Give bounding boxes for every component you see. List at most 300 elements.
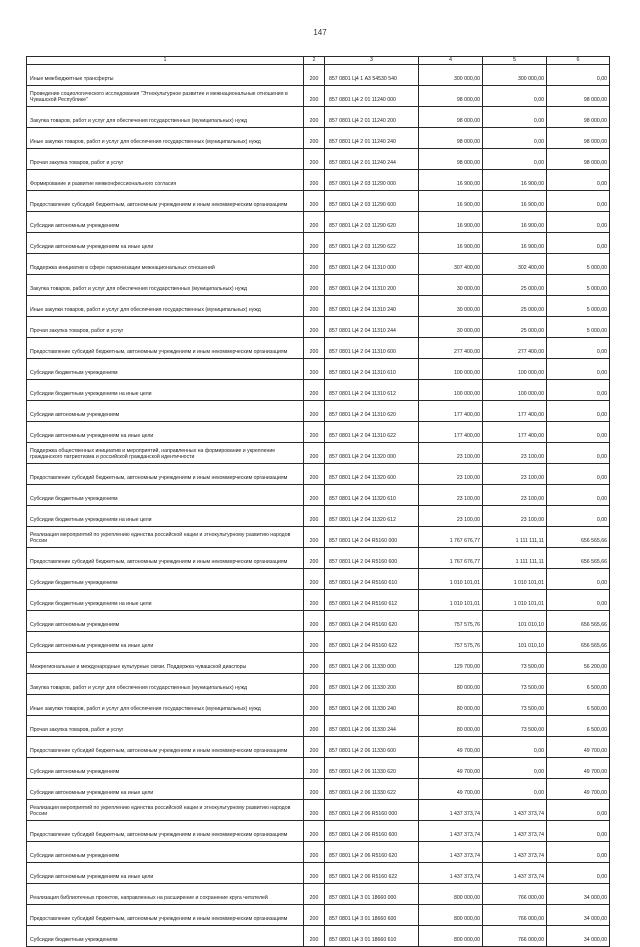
amount-col5: 0,00 <box>483 149 547 170</box>
amount-col4: 30 000,00 <box>419 275 483 296</box>
row-name <box>27 86 304 107</box>
amount-col5: 1 010 101,01 <box>483 590 547 611</box>
amount-col4: 49 700,00 <box>419 758 483 779</box>
table-row <box>27 485 610 506</box>
row-name <box>27 737 304 758</box>
row-code: 200 <box>304 338 325 359</box>
row-code: 200 <box>304 842 325 863</box>
row-name <box>27 275 304 296</box>
row-code: 200 <box>304 695 325 716</box>
amount-col6: 656 565,66 <box>547 548 610 569</box>
amount-col4: 177 400,00 <box>419 422 483 443</box>
row-name-text: Субсидии бюджетным учреждениям <box>30 496 118 503</box>
row-code: 200 <box>304 569 325 590</box>
amount-col5: 23 100,00 <box>483 485 547 506</box>
table-row <box>27 695 610 716</box>
amount-col5: 16 900,00 <box>483 191 547 212</box>
row-name <box>27 317 304 338</box>
amount-col5: 101 010,10 <box>483 632 547 653</box>
row-name <box>27 464 304 485</box>
row-name <box>27 695 304 716</box>
table-row <box>27 737 610 758</box>
table-row <box>27 884 610 905</box>
amount-col5: 25 000,00 <box>483 296 547 317</box>
budget-classification-code: 857 0801 Ц4 2 06 11330 200 <box>325 674 419 695</box>
row-code: 200 <box>304 317 325 338</box>
amount-col4: 307 400,00 <box>419 254 483 275</box>
amount-col5: 0,00 <box>483 779 547 800</box>
amount-col5: 766 000,00 <box>483 884 547 905</box>
table-row <box>27 464 610 485</box>
row-name <box>27 653 304 674</box>
row-name <box>27 506 304 527</box>
table-row <box>27 107 610 128</box>
row-name-text: Прочая закупка товаров, работ и услуг <box>30 328 124 335</box>
amount-col6: 0,00 <box>547 65 610 86</box>
row-code: 200 <box>304 443 325 464</box>
row-name-text: Закупка товаров, работ и услуг для обеспечения государственных (муниципальных) нужд <box>30 286 247 293</box>
row-name-text: Субсидии автономным учреждениям <box>30 223 120 230</box>
row-code: 200 <box>304 674 325 695</box>
table-row <box>27 422 610 443</box>
table-row <box>27 359 610 380</box>
budget-classification-code: 857 0801 Ц4 2 06 11330 244 <box>325 716 419 737</box>
amount-col5: 1 437 373,74 <box>483 821 547 842</box>
amount-col6: 0,00 <box>547 842 610 863</box>
amount-col4: 300 000,00 <box>419 65 483 86</box>
row-code: 200 <box>304 926 325 947</box>
row-name-text: Предоставление субсидий бюджетным, автономным учреждениям и иным некоммерческим организациям <box>30 475 288 482</box>
row-code: 200 <box>304 422 325 443</box>
row-code: 200 <box>304 254 325 275</box>
budget-classification-code: 857 0801 Ц4 3 01 18660 000 <box>325 884 419 905</box>
amount-col4: 30 000,00 <box>419 296 483 317</box>
budget-classification-code: 857 0801 Ц4 2 06 11330 620 <box>325 758 419 779</box>
row-name <box>27 905 304 926</box>
amount-col6: 0,00 <box>547 422 610 443</box>
row-name <box>27 569 304 590</box>
row-code: 200 <box>304 86 325 107</box>
row-name-text: Субсидии бюджетным учреждениям <box>30 937 118 944</box>
budget-classification-code: 857 0801 Ц4 2 04 11310 200 <box>325 275 419 296</box>
amount-col4: 100 000,00 <box>419 359 483 380</box>
row-code: 200 <box>304 107 325 128</box>
amount-col6: 0,00 <box>547 170 610 191</box>
amount-col6: 49 700,00 <box>547 737 610 758</box>
amount-col4: 16 900,00 <box>419 212 483 233</box>
budget-classification-code: 857 0801 Ц4 2 01 11240 000 <box>325 86 419 107</box>
budget-classification-code: 857 0801 Ц4 2 01 11240 244 <box>325 149 419 170</box>
amount-col5: 766 000,00 <box>483 905 547 926</box>
row-name-text: Субсидии бюджетным учреждениям на иные цели <box>30 391 152 398</box>
amount-col6: 0,00 <box>547 464 610 485</box>
amount-col5: 1 010 101,01 <box>483 569 547 590</box>
row-name <box>27 842 304 863</box>
row-code: 200 <box>304 611 325 632</box>
budget-classification-code: 857 0801 Ц4 2 04 11320 610 <box>325 485 419 506</box>
amount-col6: 0,00 <box>547 380 610 401</box>
row-name-text: Субсидии бюджетным учреждениям на иные цели <box>30 517 152 524</box>
amount-col4: 1 767 676,77 <box>419 527 483 548</box>
amount-col6: 0,00 <box>547 590 610 611</box>
row-code: 200 <box>304 758 325 779</box>
budget-classification-code: 857 0801 Ц4 2 04 11310 610 <box>325 359 419 380</box>
amount-col6: 49 700,00 <box>547 758 610 779</box>
amount-col5: 25 000,00 <box>483 275 547 296</box>
row-code: 200 <box>304 275 325 296</box>
row-name <box>27 107 304 128</box>
row-name-text: Реализация мероприятий по укреплению единства российской нации и этнокультурному развитию народов России <box>30 805 291 818</box>
row-code: 200 <box>304 527 325 548</box>
budget-classification-code: 857 0801 Ц4 2 01 11240 200 <box>325 107 419 128</box>
amount-col6: 5 000,00 <box>547 317 610 338</box>
row-name-text: Субсидии автономным учреждениям <box>30 622 120 629</box>
table-row <box>27 590 610 611</box>
amount-col4: 98 000,00 <box>419 107 483 128</box>
table-row <box>27 842 610 863</box>
amount-col6: 0,00 <box>547 233 610 254</box>
budget-classification-code: 857 0801 Ц4 2 06 11330 622 <box>325 779 419 800</box>
column-number: 1 <box>27 57 304 65</box>
row-code: 200 <box>304 485 325 506</box>
amount-col5: 0,00 <box>483 737 547 758</box>
table-row <box>27 905 610 926</box>
amount-col5: 177 400,00 <box>483 422 547 443</box>
amount-col5: 300 000,00 <box>483 65 547 86</box>
row-code: 200 <box>304 821 325 842</box>
row-name <box>27 674 304 695</box>
amount-col4: 23 100,00 <box>419 506 483 527</box>
table-row <box>27 569 610 590</box>
amount-col5: 0,00 <box>483 758 547 779</box>
row-code: 200 <box>304 632 325 653</box>
amount-col6: 56 200,00 <box>547 653 610 674</box>
table-body <box>27 65 610 947</box>
amount-col6: 656 565,66 <box>547 527 610 548</box>
amount-col4: 98 000,00 <box>419 149 483 170</box>
amount-col6: 98 000,00 <box>547 86 610 107</box>
table-row <box>27 716 610 737</box>
amount-col4: 800 000,00 <box>419 884 483 905</box>
amount-col4: 80 000,00 <box>419 674 483 695</box>
row-name-text: Иные межбюджетные трансферты <box>30 76 114 83</box>
amount-col5: 1 437 373,74 <box>483 863 547 884</box>
row-code: 200 <box>304 548 325 569</box>
row-code: 200 <box>304 905 325 926</box>
row-name <box>27 548 304 569</box>
table-row <box>27 506 610 527</box>
row-name-text: Субсидии автономным учреждениям на иные цели <box>30 643 154 650</box>
table-row <box>27 821 610 842</box>
row-name-text: Субсидии автономным учреждениям на иные цели <box>30 244 154 251</box>
amount-col4: 23 100,00 <box>419 485 483 506</box>
amount-col5: 0,00 <box>483 107 547 128</box>
row-name-text: Иные закупки товаров, работ и услуг для обеспечения государственных (муниципальных) нужд <box>30 706 261 713</box>
amount-col4: 23 100,00 <box>419 464 483 485</box>
amount-col6: 656 565,66 <box>547 611 610 632</box>
amount-col4: 1 767 676,77 <box>419 548 483 569</box>
budget-classification-code: 857 0801 Ц4 2 04 11310 620 <box>325 401 419 422</box>
amount-col5: 101 010,10 <box>483 611 547 632</box>
amount-col5: 16 900,00 <box>483 233 547 254</box>
row-name-text: Предоставление субсидий бюджетным, автономным учреждениям и иным некоммерческим организациям <box>30 832 288 839</box>
amount-col5: 0,00 <box>483 86 547 107</box>
amount-col5: 100 000,00 <box>483 359 547 380</box>
row-name <box>27 800 304 821</box>
amount-col6: 34 000,00 <box>547 905 610 926</box>
table-row <box>27 548 610 569</box>
amount-col6: 656 565,66 <box>547 632 610 653</box>
row-name-text: Реализация библиотечных проектов, направленных на расширение и сохранение круга читателей <box>30 895 268 902</box>
table-row <box>27 401 610 422</box>
table-row <box>27 275 610 296</box>
row-name-text: Предоставление субсидий бюджетным, автономным учреждениям и иным некоммерческим организациям <box>30 916 288 923</box>
row-name-text: Субсидии автономным учреждениям <box>30 412 120 419</box>
row-name <box>27 485 304 506</box>
row-name-text: Межрегиональные и международные культурные связи. Поддержка чувашской диаспоры <box>30 664 247 671</box>
amount-col4: 98 000,00 <box>419 128 483 149</box>
amount-col4: 757 575,76 <box>419 611 483 632</box>
column-number: 6 <box>547 57 610 65</box>
row-name-text: Субсидии бюджетным учреждениям <box>30 370 118 377</box>
row-name <box>27 632 304 653</box>
amount-col4: 177 400,00 <box>419 401 483 422</box>
amount-col6: 0,00 <box>547 359 610 380</box>
row-name-text: Субсидии автономным учреждениям на иные цели <box>30 874 154 881</box>
row-name <box>27 128 304 149</box>
row-name-text: Поддержка инициатив в сфере гармонизации межнациональных отношений <box>30 265 215 272</box>
table-row <box>27 863 610 884</box>
row-code: 200 <box>304 590 325 611</box>
table-row <box>27 149 610 170</box>
row-name <box>27 191 304 212</box>
amount-col6: 0,00 <box>547 338 610 359</box>
row-code: 200 <box>304 653 325 674</box>
budget-classification-code: 857 0801 Ц4 2 04 11320 000 <box>325 443 419 464</box>
budget-classification-code: 857 0801 Ц4 3 01 18660 610 <box>325 926 419 947</box>
row-code: 200 <box>304 401 325 422</box>
table-row <box>27 758 610 779</box>
table-row <box>27 233 610 254</box>
amount-col4: 16 900,00 <box>419 170 483 191</box>
row-name <box>27 590 304 611</box>
budget-classification-code: 857 0801 Ц4 2 04 11310 244 <box>325 317 419 338</box>
amount-col6: 6 500,00 <box>547 695 610 716</box>
row-code: 200 <box>304 800 325 821</box>
row-name-text: Субсидии бюджетным учреждениям на иные цели <box>30 601 152 608</box>
amount-col4: 800 000,00 <box>419 926 483 947</box>
row-name <box>27 422 304 443</box>
column-number-row <box>27 57 610 65</box>
row-code: 200 <box>304 737 325 758</box>
amount-col5: 1 437 373,74 <box>483 800 547 821</box>
budget-classification-code: 857 0801 Ц4 2 04 R5160 622 <box>325 632 419 653</box>
row-name <box>27 401 304 422</box>
amount-col5: 73 500,00 <box>483 653 547 674</box>
table-row <box>27 254 610 275</box>
amount-col4: 1 437 373,74 <box>419 821 483 842</box>
budget-classification-code: 857 0801 Ц4 2 06 11330 600 <box>325 737 419 758</box>
row-name <box>27 443 304 464</box>
amount-col6: 5 000,00 <box>547 254 610 275</box>
row-name-text: Формирование и развитие межконфессионального согласия <box>30 181 177 188</box>
row-name-text: Поддержка общественных инициатив и мероприятий, направленных на формирование и укрепление гражданского патриотизма и российской гражданской идентичности <box>30 448 276 461</box>
row-name <box>27 758 304 779</box>
amount-col4: 49 700,00 <box>419 737 483 758</box>
amount-col5: 73 500,00 <box>483 674 547 695</box>
table-row <box>27 380 610 401</box>
row-code: 200 <box>304 65 325 86</box>
budget-classification-code: 857 0801 Ц4 2 06 R5160 600 <box>325 821 419 842</box>
row-code: 200 <box>304 779 325 800</box>
amount-col5: 73 500,00 <box>483 716 547 737</box>
amount-col5: 766 000,00 <box>483 926 547 947</box>
budget-classification-code: 857 0801 Ц4 2 04 R5160 600 <box>325 548 419 569</box>
column-number: 3 <box>325 57 419 65</box>
budget-classification-code: 857 0801 Ц4 2 04 11320 612 <box>325 506 419 527</box>
amount-col4: 16 900,00 <box>419 191 483 212</box>
amount-col4: 98 000,00 <box>419 86 483 107</box>
column-number: 5 <box>483 57 547 65</box>
row-name <box>27 170 304 191</box>
amount-col4: 1 437 373,74 <box>419 842 483 863</box>
budget-classification-code: 857 0801 Ц4 2 06 R5160 622 <box>325 863 419 884</box>
amount-col4: 1 437 373,74 <box>419 800 483 821</box>
amount-col6: 0,00 <box>547 506 610 527</box>
amount-col4: 23 100,00 <box>419 443 483 464</box>
amount-col6: 0,00 <box>547 821 610 842</box>
table-row <box>27 86 610 107</box>
amount-col6: 0,00 <box>547 863 610 884</box>
amount-col5: 277 400,00 <box>483 338 547 359</box>
row-name <box>27 926 304 947</box>
amount-col4: 100 000,00 <box>419 380 483 401</box>
row-name <box>27 716 304 737</box>
amount-col4: 800 000,00 <box>419 905 483 926</box>
row-code: 200 <box>304 716 325 737</box>
row-name-text: Иные закупки товаров, работ и услуг для обеспечения государственных (муниципальных) нужд <box>30 307 261 314</box>
row-code: 200 <box>304 380 325 401</box>
amount-col4: 1 010 101,01 <box>419 590 483 611</box>
row-code: 200 <box>304 863 325 884</box>
row-name-text: Проведение социологического исследования "Этнокультурное развитие и межнациональные отношения в Чувашской Республике" <box>30 91 288 104</box>
table-row <box>27 128 610 149</box>
row-name <box>27 233 304 254</box>
row-code: 200 <box>304 149 325 170</box>
row-code: 200 <box>304 128 325 149</box>
amount-col6: 34 000,00 <box>547 884 610 905</box>
page-number: 147 <box>313 28 327 37</box>
budget-classification-code: 857 0801 Ц4 2 03 11290 000 <box>325 170 419 191</box>
row-name-text: Предоставление субсидий бюджетным, автономным учреждениям и иным некоммерческим организациям <box>30 559 288 566</box>
amount-col4: 757 575,76 <box>419 632 483 653</box>
row-code: 200 <box>304 233 325 254</box>
amount-col5: 23 100,00 <box>483 464 547 485</box>
row-name <box>27 527 304 548</box>
amount-col6: 34 000,00 <box>547 926 610 947</box>
amount-col5: 1 111 111,11 <box>483 527 547 548</box>
table-row <box>27 191 610 212</box>
table-row <box>27 65 610 86</box>
row-name-text: Субсидии автономным учреждениям <box>30 769 120 776</box>
row-name <box>27 212 304 233</box>
amount-col6: 98 000,00 <box>547 107 610 128</box>
row-name <box>27 380 304 401</box>
row-name-text: Субсидии бюджетным учреждениям <box>30 580 118 587</box>
row-code: 200 <box>304 359 325 380</box>
row-name-text: Закупка товаров, работ и услуг для обеспечения государственных (муниципальных) нужд <box>30 685 247 692</box>
amount-col5: 0,00 <box>483 128 547 149</box>
amount-col5: 1 437 373,74 <box>483 842 547 863</box>
row-name-text: Субсидии автономным учреждениям на иные цели <box>30 433 154 440</box>
budget-classification-code: 857 0801 Ц4 2 03 11290 622 <box>325 233 419 254</box>
amount-col6: 0,00 <box>547 401 610 422</box>
budget-classification-code: 857 0801 Ц4 2 06 R5160 620 <box>325 842 419 863</box>
amount-col6: 0,00 <box>547 485 610 506</box>
amount-col6: 5 000,00 <box>547 275 610 296</box>
budget-classification-code: 857 0801 Ц4 1 А3 54530 540 <box>325 65 419 86</box>
amount-col4: 129 700,00 <box>419 653 483 674</box>
row-code: 200 <box>304 506 325 527</box>
row-name <box>27 65 304 86</box>
amount-col4: 16 900,00 <box>419 233 483 254</box>
amount-col6: 98 000,00 <box>547 149 610 170</box>
amount-col6: 49 700,00 <box>547 779 610 800</box>
table-row <box>27 674 610 695</box>
budget-classification-code: 857 0801 Ц4 2 01 11240 240 <box>325 128 419 149</box>
table-row <box>27 443 610 464</box>
amount-col4: 1 010 101,01 <box>419 569 483 590</box>
row-name <box>27 296 304 317</box>
amount-col5: 16 900,00 <box>483 212 547 233</box>
amount-col6: 0,00 <box>547 191 610 212</box>
row-code: 200 <box>304 884 325 905</box>
amount-col5: 23 100,00 <box>483 443 547 464</box>
table-row <box>27 527 610 548</box>
amount-col4: 49 700,00 <box>419 779 483 800</box>
table-row <box>27 800 610 821</box>
table-row <box>27 632 610 653</box>
table-row <box>27 779 610 800</box>
amount-col4: 1 437 373,74 <box>419 863 483 884</box>
amount-col5: 23 100,00 <box>483 506 547 527</box>
amount-col6: 0,00 <box>547 800 610 821</box>
row-name-text: Субсидии автономным учреждениям на иные цели <box>30 790 154 797</box>
budget-classification-code: 857 0801 Ц4 2 04 11310 000 <box>325 254 419 275</box>
table-row <box>27 338 610 359</box>
budget-classification-code: 857 0801 Ц4 2 03 11290 600 <box>325 191 419 212</box>
amount-col6: 98 000,00 <box>547 128 610 149</box>
column-number: 2 <box>304 57 325 65</box>
amount-col4: 30 000,00 <box>419 317 483 338</box>
amount-col4: 277 400,00 <box>419 338 483 359</box>
row-name <box>27 254 304 275</box>
amount-col4: 80 000,00 <box>419 695 483 716</box>
budget-classification-code: 857 0801 Ц4 2 04 R5160 620 <box>325 611 419 632</box>
table-row <box>27 296 610 317</box>
budget-classification-code: 857 0801 Ц4 2 04 R5160 612 <box>325 590 419 611</box>
amount-col6: 6 500,00 <box>547 716 610 737</box>
amount-col6: 6 500,00 <box>547 674 610 695</box>
row-name <box>27 884 304 905</box>
row-name-text: Предоставление субсидий бюджетным, автономным учреждениям и иным некоммерческим организациям <box>30 349 288 356</box>
amount-col6: 0,00 <box>547 569 610 590</box>
table-row <box>27 317 610 338</box>
amount-col5: 16 900,00 <box>483 170 547 191</box>
budget-classification-code: 857 0801 Ц4 2 04 11310 622 <box>325 422 419 443</box>
amount-col5: 1 111 111,11 <box>483 548 547 569</box>
amount-col5: 100 000,00 <box>483 380 547 401</box>
